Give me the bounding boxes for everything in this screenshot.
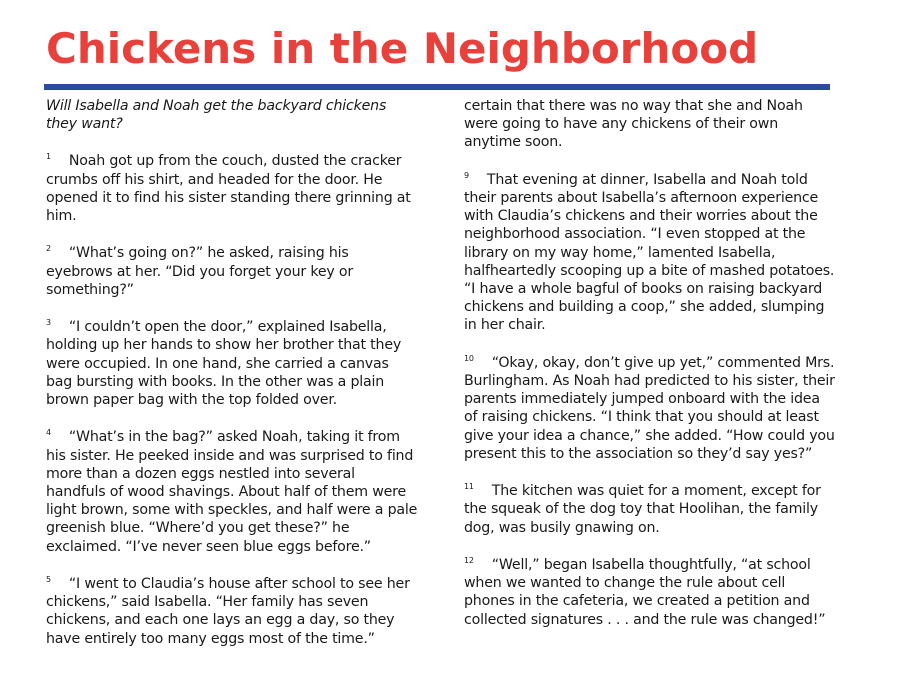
paragraph-number: 9 [464, 170, 469, 180]
paragraph [464, 350, 836, 463]
paragraph-text: The kitchen was quiet for a moment, except for the squeak of the dog toy that Hoolihan, the family dog, was busily gnawing on. [464, 483, 821, 536]
paragraph [464, 167, 836, 335]
paragraph-text: “Well,” began Isabella thoughtfully, “at school when we wanted to change the rule about cell phones in the cafeteria, we created a petition and collected signatures . . . and the rule was changed!” [464, 557, 826, 628]
paragraph [46, 240, 418, 299]
title-divider [44, 84, 830, 90]
paragraph-number: 5 [46, 575, 51, 585]
paragraph-text: “Okay, okay, don’t give up yet,” commented Mrs. Burlingham. As Noah had predicted to his sister, their parents immediately jumped onboard with the idea of raising chickens. “I think that you should at least give your idea a chance,” she added. “How could you present this to the association so they’d say yes?” [464, 354, 835, 462]
page-title: Chickens in the Neighborhood [46, 24, 759, 73]
paragraph-text: “I couldn’t open the door,” explained Isabella, holding up her hands to show her brother that they were occupied. In one hand, she carried a canvas bag bursting with books. In the other was a plain brown paper bag with the top folded over. [46, 319, 402, 409]
paragraph-text: “I went to Claudia’s house after school to see her chickens,” said Isabella. “Her family has seven chickens, and each one lays an egg a day, so they have entirely too many eggs most of the time.” [46, 576, 410, 647]
paragraph [464, 478, 836, 537]
paragraph-number: 1 [46, 152, 51, 162]
intro-question: Will Isabella and Noah get the backyard chickens they want? [46, 98, 387, 133]
paragraph-number: 11 [464, 482, 474, 492]
paragraph-text: “What’s going on?” he asked, raising his eyebrows at her. “Did you forget your key or something?” [46, 245, 354, 298]
left-column [46, 97, 418, 663]
paragraph-text: “What’s in the bag?” asked Noah, taking it from his sister. He peeked inside and was surprised to find more than a dozen eggs nestled into several handfuls of wood shavings. About half of them were light brown, some with speckles, and half were a pale greenish blue. “Where’d you get these?” he exclaimed. “I’ve never seen blue eggs before.” [46, 429, 418, 555]
paragraph [46, 148, 418, 225]
paragraph [464, 552, 836, 629]
paragraph-continuation: certain that there was no way that she and Noah were going to have any chickens of their own anytime soon. [464, 98, 803, 151]
paragraph-number: 10 [464, 353, 474, 363]
right-column [464, 97, 836, 644]
paragraph-number: 3 [46, 318, 51, 328]
paragraph-number: 2 [46, 244, 51, 254]
paragraph-number: 4 [46, 428, 51, 438]
paragraph [46, 424, 418, 555]
paragraph-text: Noah got up from the couch, dusted the cracker crumbs off his shirt, and headed for the door. He opened it to find his sister standing there grinning at him. [46, 153, 411, 225]
paragraph-number: 12 [464, 556, 474, 566]
paragraph-text: That evening at dinner, Isabella and Noah told their parents about Isabella’s afternoon experience with Claudia’s chickens and their worries about the neighborhood association. “I even stopped at the library on my way home,” lamented Isabella, halfheartedly scooping up a bite of mashed potatoes. “I have a whole bagful of books on raising backyard chickens and building a coop,” she added, slumping in her chair. [464, 171, 835, 334]
paragraph [46, 571, 418, 648]
paragraph [46, 314, 418, 409]
